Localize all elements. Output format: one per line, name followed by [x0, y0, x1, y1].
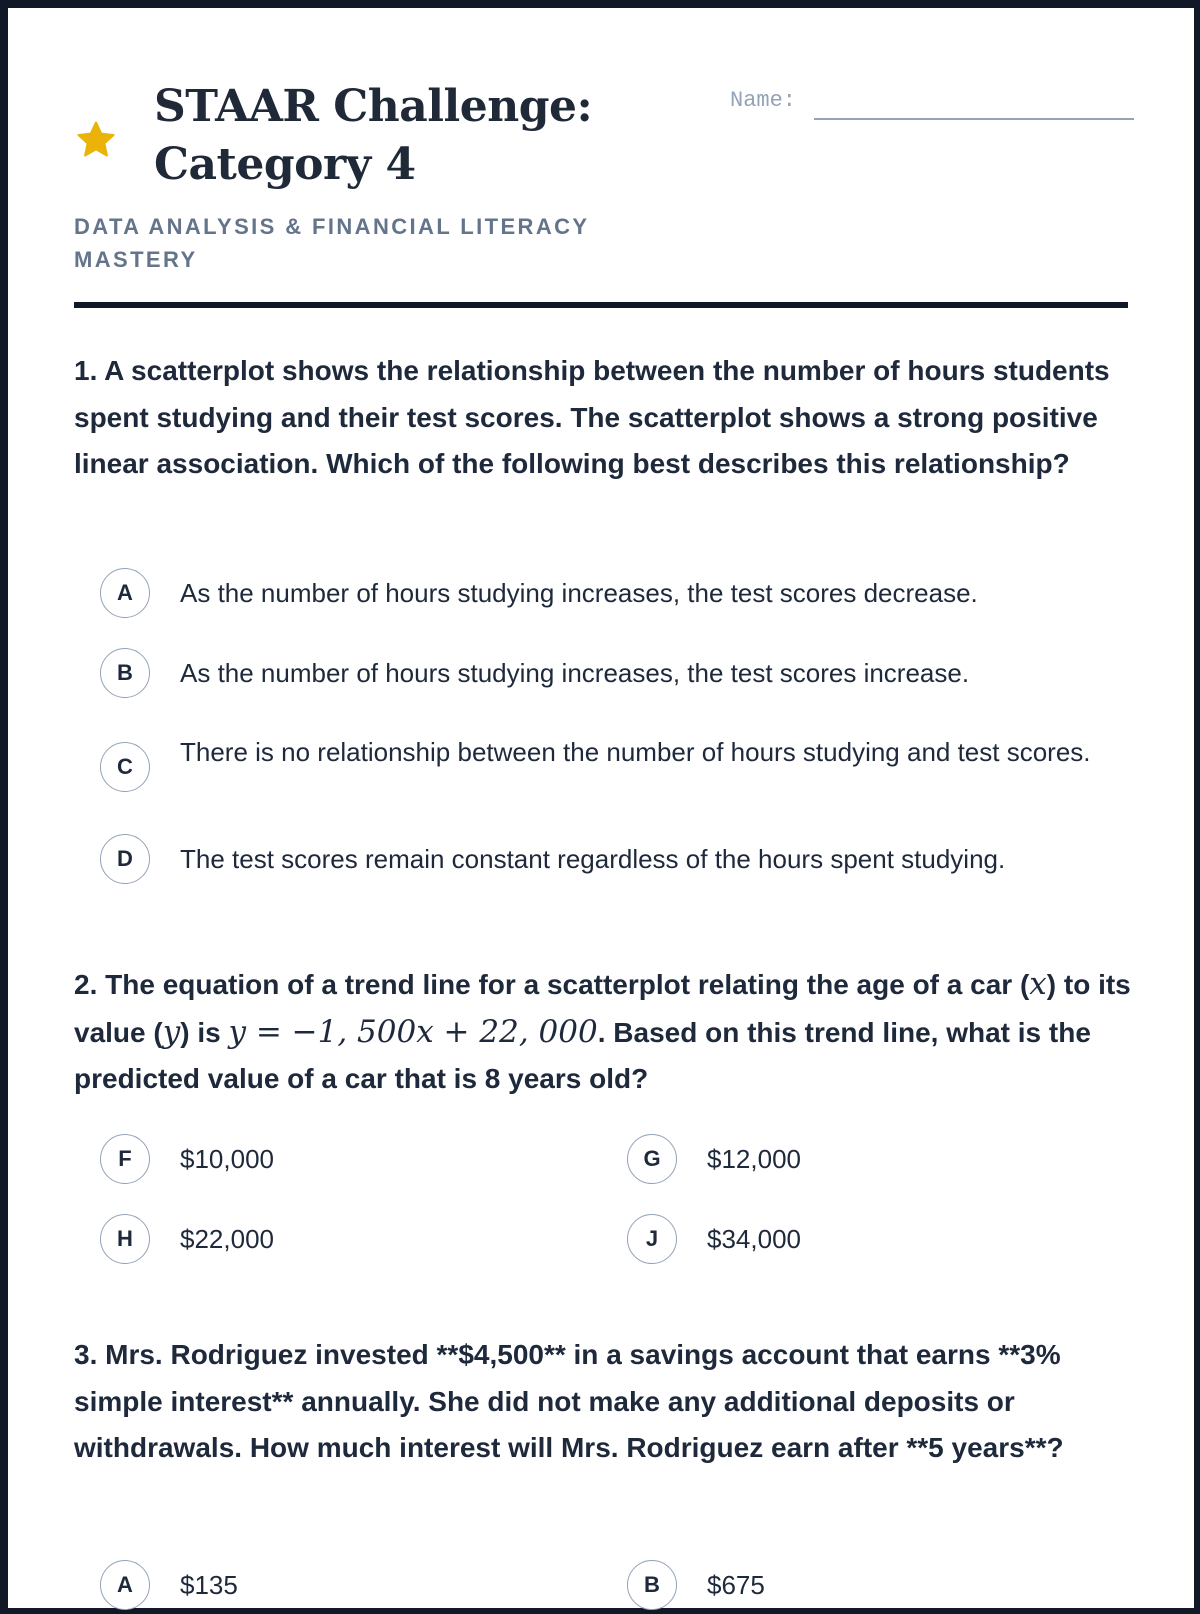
page-subtitle [74, 210, 674, 276]
option-text: The test scores remain constant regardless of the hours spent studying. [180, 843, 1006, 874]
q2-math-equation: y = −1, 500x + 22, 000 [228, 1013, 598, 1050]
star-icon [74, 118, 118, 162]
option-letter-badge: H [100, 1214, 150, 1264]
option-text: $12,000 [707, 1143, 801, 1174]
option-text: $10,000 [180, 1143, 274, 1174]
title-line-1: STAAR Challenge: [154, 81, 593, 132]
option-letter-badge: B [627, 1560, 677, 1610]
q2-math-x: x [1029, 966, 1047, 1002]
page-title [154, 78, 674, 194]
option-letter-badge: D [100, 834, 150, 884]
name-label: Name: [730, 88, 797, 113]
option-text: As the number of hours studying increases, the test scores decrease. [180, 577, 978, 608]
question-1-text: 1. A scatterplot shows the relationship between the number of hours students spent studying and their test scores. The scatterplot shows a strong positive linear association. Which of the following best describes this relationship? [74, 355, 1110, 479]
worksheet-page [8, 8, 1194, 1608]
question-2 [74, 961, 1134, 1103]
worksheet-header [74, 78, 1128, 308]
name-field[interactable] [814, 118, 1134, 120]
option-letter-badge: C [100, 742, 150, 792]
option-text: There is no relationship between the number of hours studying and test scores. [180, 737, 1091, 767]
q2-text-part-c: ) is [180, 1016, 229, 1048]
subtitle-line-1: DATA ANALYSIS & FINANCIAL LITERACY [74, 214, 590, 239]
question-3-text: 3. Mrs. Rodriguez invested **$4,500** in a savings account that earns **3% simple interest** annually. She did not make any additional deposits or withdrawals. How much interest will Mrs. Rodriguez earn after **5 years**? [74, 1339, 1064, 1463]
subtitle-line-2: MASTERY [74, 247, 198, 272]
option-text: $22,000 [180, 1223, 274, 1254]
question-3 [74, 1332, 1134, 1472]
option-letter-badge: B [100, 648, 150, 698]
title-line-2: Category 4 [154, 139, 416, 190]
question-2-text [74, 961, 1134, 1103]
q2-text-part-a: 2. The equation of a trend line for a scatterplot relating the age of a car ( [74, 969, 1030, 1000]
option-letter-badge: A [100, 1560, 150, 1610]
q2-text-part-b: ) to its value ( [74, 969, 1131, 1048]
q2-text-part-d: . Based on this trend line, what is the predicted value of a car that is 8 years old? [74, 1016, 1091, 1094]
q2-math-y: y [162, 1013, 181, 1050]
option-text: $34,000 [707, 1223, 801, 1254]
option-text: As the number of hours studying increases, the test scores increase. [180, 657, 970, 688]
option-letter-badge: J [627, 1214, 677, 1264]
option-letter-badge: A [100, 568, 150, 618]
question-1 [74, 348, 1134, 488]
option-letter-badge: G [627, 1134, 677, 1184]
option-letter-badge: F [100, 1134, 150, 1184]
option-text: $135 [180, 1569, 238, 1600]
option-text: $675 [707, 1569, 765, 1600]
header-divider [74, 302, 1128, 308]
